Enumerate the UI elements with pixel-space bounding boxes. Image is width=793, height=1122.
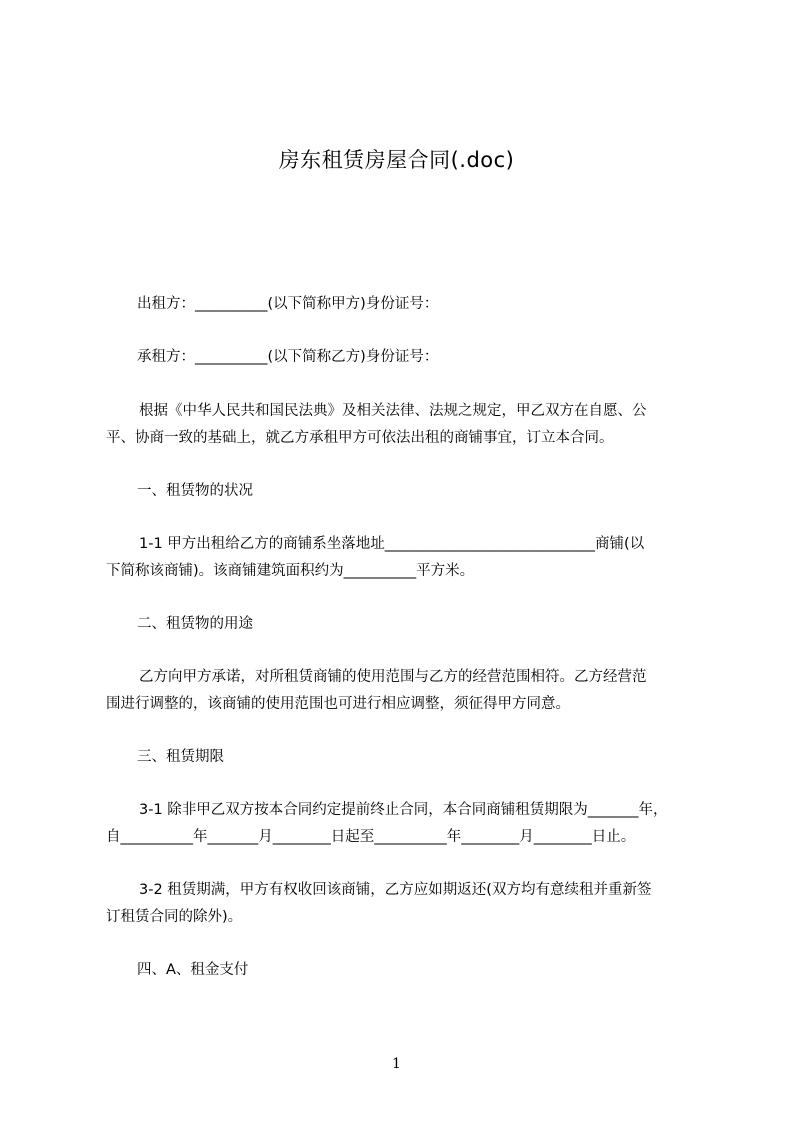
intro-paragraph-line-1: 根据《中华人民共和国民法典》及相关法律、法规之规定，甲乙双方在自愿、公: [139, 403, 647, 419]
page-number: 1: [392, 1056, 401, 1072]
clause-3-1-line-1: 3-1 除非甲乙双方按本合同约定提前终止合同，本合同商铺租赁期限为_______年，: [139, 802, 668, 818]
document-title: 房东租赁房屋合同(.doc): [278, 148, 515, 172]
lessor-line: 出租方：__________(以下简称甲方)身份证号：: [137, 296, 439, 312]
clause-3-2-line-2: 订租赁合同的除外)。: [106, 909, 243, 925]
clause-2-line-2: 围进行调整的，该商铺的使用范围也可进行相应调整，须征得甲方同意。: [106, 696, 570, 712]
section-4-heading: 四、A、租金支付: [137, 962, 249, 978]
clause-1-1-line-2: 下简称该商铺)。该商铺建筑面积约为__________平方米。: [106, 563, 475, 579]
clause-3-2-line-1: 3-2 租赁期满，甲方有权收回该商铺，乙方应如期返还(双方均有意续租并重新签: [139, 882, 652, 898]
clause-1-1-line-1: 1-1 甲方出租给乙方的商铺系坐落地址_____________________________商铺(以: [139, 536, 645, 552]
intro-paragraph-line-2: 平、协商一致的基础上，就乙方承租甲方可依法出租的商铺事宜，订立本合同。: [106, 430, 614, 446]
clause-3-1-line-2: 自__________年_______月________日起至__________年________月________日止。: [106, 829, 636, 845]
lessee-line: 承租方：__________(以下简称乙方)身份证号：: [137, 349, 439, 365]
section-3-heading: 三、租赁期限: [137, 749, 224, 765]
section-2-heading: 二、租赁物的用途: [137, 616, 253, 632]
clause-2-line-1: 乙方向甲方承诺，对所租赁商铺的使用范围与乙方的经营范围相符。乙方经营范: [139, 669, 647, 685]
section-1-heading: 一、租赁物的状况: [137, 483, 253, 499]
